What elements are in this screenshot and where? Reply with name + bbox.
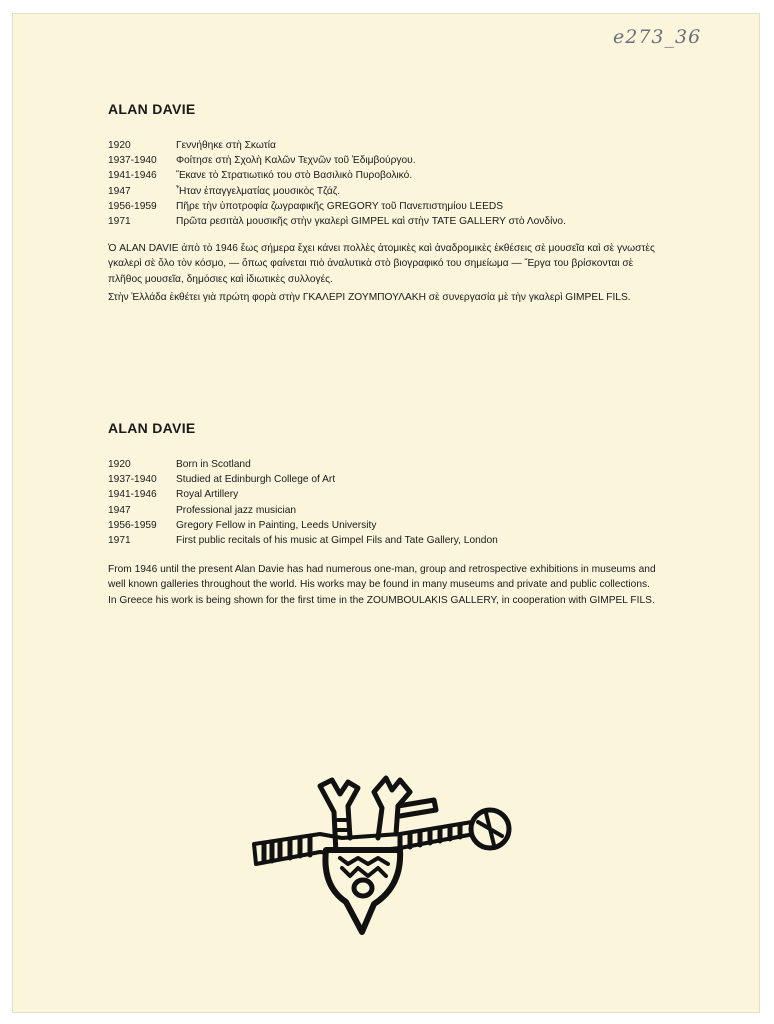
english-paragraph: From 1946 until the present Alan Davie has had numerous one-man, group and retrospective exhibitions in museums and well known galleries throughout the world. His works may be found in many museums and private and public collections. In Greece his work is being shown for the first time in the ZOUMBOULAKIS GALLERY, in cooperation with GIMPEL FILS.	[108, 564, 656, 606]
greek-paragraph: Ὁ ALAN DAVIE ἀπὸ τὸ 1946 ἕως σήμερα ἔχει κάνει πολλὲς ἀτομικὲς καὶ ἀναδρομικὲς ἐκθέσεις σὲ μουσεῖα καὶ σὲ γνωστὲς γκαλερὶ σὲ ὅλο τὸν κόσμο, — ὅπως φαίνεται πιὸ ἀναλυτικὰ στὸ βιογραφικό του σημείωμα — Ἔργα του βρίσκονται σὲ πλῆθος μουσεῖα, δημόσιες καὶ ἰδιωτικὲς συλλογές.	[108, 243, 655, 285]
greek-bio-text: Πρῶτα ρεσιτὰλ μουσικῆς στὴν γκαλερὶ GIMPEL καὶ στὴν TATE GALLERY στὸ Λονδίνο.	[176, 216, 566, 228]
greek-bio-row	[108, 138, 668, 153]
greek-paragraph: Στὴν Ἑλλάδα ἐκθέτει γιὰ πρώτη φορὰ στὴν ΓΚΑΛΕΡΙ ΖΟΥΜΠΟΥΛΑΚΗ σὲ συνεργασία μὲ τὴν γκαλερὶ GIMPEL FILS.	[108, 292, 631, 304]
english-bio-text: Royal Artillery	[176, 489, 239, 501]
english-bio-year: 1937-1940	[108, 474, 157, 486]
archive-handwritten-note: e273_36	[613, 26, 702, 48]
ink-symbol-drawing	[250, 772, 515, 938]
greek-bio-row	[108, 199, 668, 214]
english-bio-year: 1956-1959	[108, 519, 157, 531]
greek-bio-text: Πῆρε τὴν ὑποτροφία ζωγραφικῆς GREGORY τοῦ Πανεπιστημίου LEEDS	[176, 200, 504, 212]
english-bio-year: 1941-1946	[108, 489, 157, 501]
english-description	[108, 562, 660, 608]
greek-bio-year: 1956-1959	[108, 200, 157, 212]
greek-bio-row	[108, 168, 668, 183]
english-heading: ALAN DAVIE	[108, 420, 196, 436]
english-bio-row	[108, 487, 668, 502]
english-bio-text: First public recitals of his music at Gimpel Fils and Tate Gallery, London	[176, 535, 498, 547]
english-bio-year: 1947	[108, 504, 131, 516]
english-bio-text: Gregory Fellow in Painting, Leeds University	[176, 519, 377, 531]
english-bio-year: 1920	[108, 459, 131, 470]
english-bio-row	[108, 457, 668, 472]
english-biography-list	[108, 457, 668, 548]
english-bio-row	[108, 533, 668, 548]
greek-bio-year: 1937-1940	[108, 155, 157, 167]
greek-heading: ALAN DAVIE	[108, 101, 196, 117]
english-bio-text: Studied at Edinburgh College of Art	[176, 474, 336, 486]
english-bio-row	[108, 518, 668, 533]
greek-bio-text: Ἦταν ἐπαγγελματίας μουσικὸς Τζάζ.	[176, 185, 341, 197]
greek-bio-text: Γεννήθηκε στὴ Σκωτία	[176, 140, 276, 151]
greek-bio-text: Φοίτησε στὴ Σχολὴ Καλῶν Τεχνῶν τοῦ Ἐδιμβούργου.	[176, 155, 416, 167]
english-bio-row	[108, 472, 668, 487]
english-bio-text: Born in Scotland	[176, 459, 251, 470]
english-bio-year: 1971	[108, 535, 131, 547]
greek-bio-row	[108, 214, 668, 229]
greek-bio-text: Ἔκανε τὸ Στρατιωτικό του στὸ Βασιλικὸ Πυροβολικό.	[176, 170, 413, 182]
english-bio-text: Professional jazz musician	[176, 504, 297, 516]
english-bio-row	[108, 503, 668, 518]
greek-bio-year: 1947	[108, 185, 131, 197]
greek-bio-year: 1971	[108, 216, 131, 228]
greek-bio-year: 1920	[108, 140, 131, 151]
greek-bio-year: 1941-1946	[108, 170, 157, 182]
greek-biography-list	[108, 138, 668, 229]
greek-bio-row	[108, 153, 668, 168]
greek-bio-row	[108, 184, 668, 199]
greek-description	[108, 241, 660, 306]
